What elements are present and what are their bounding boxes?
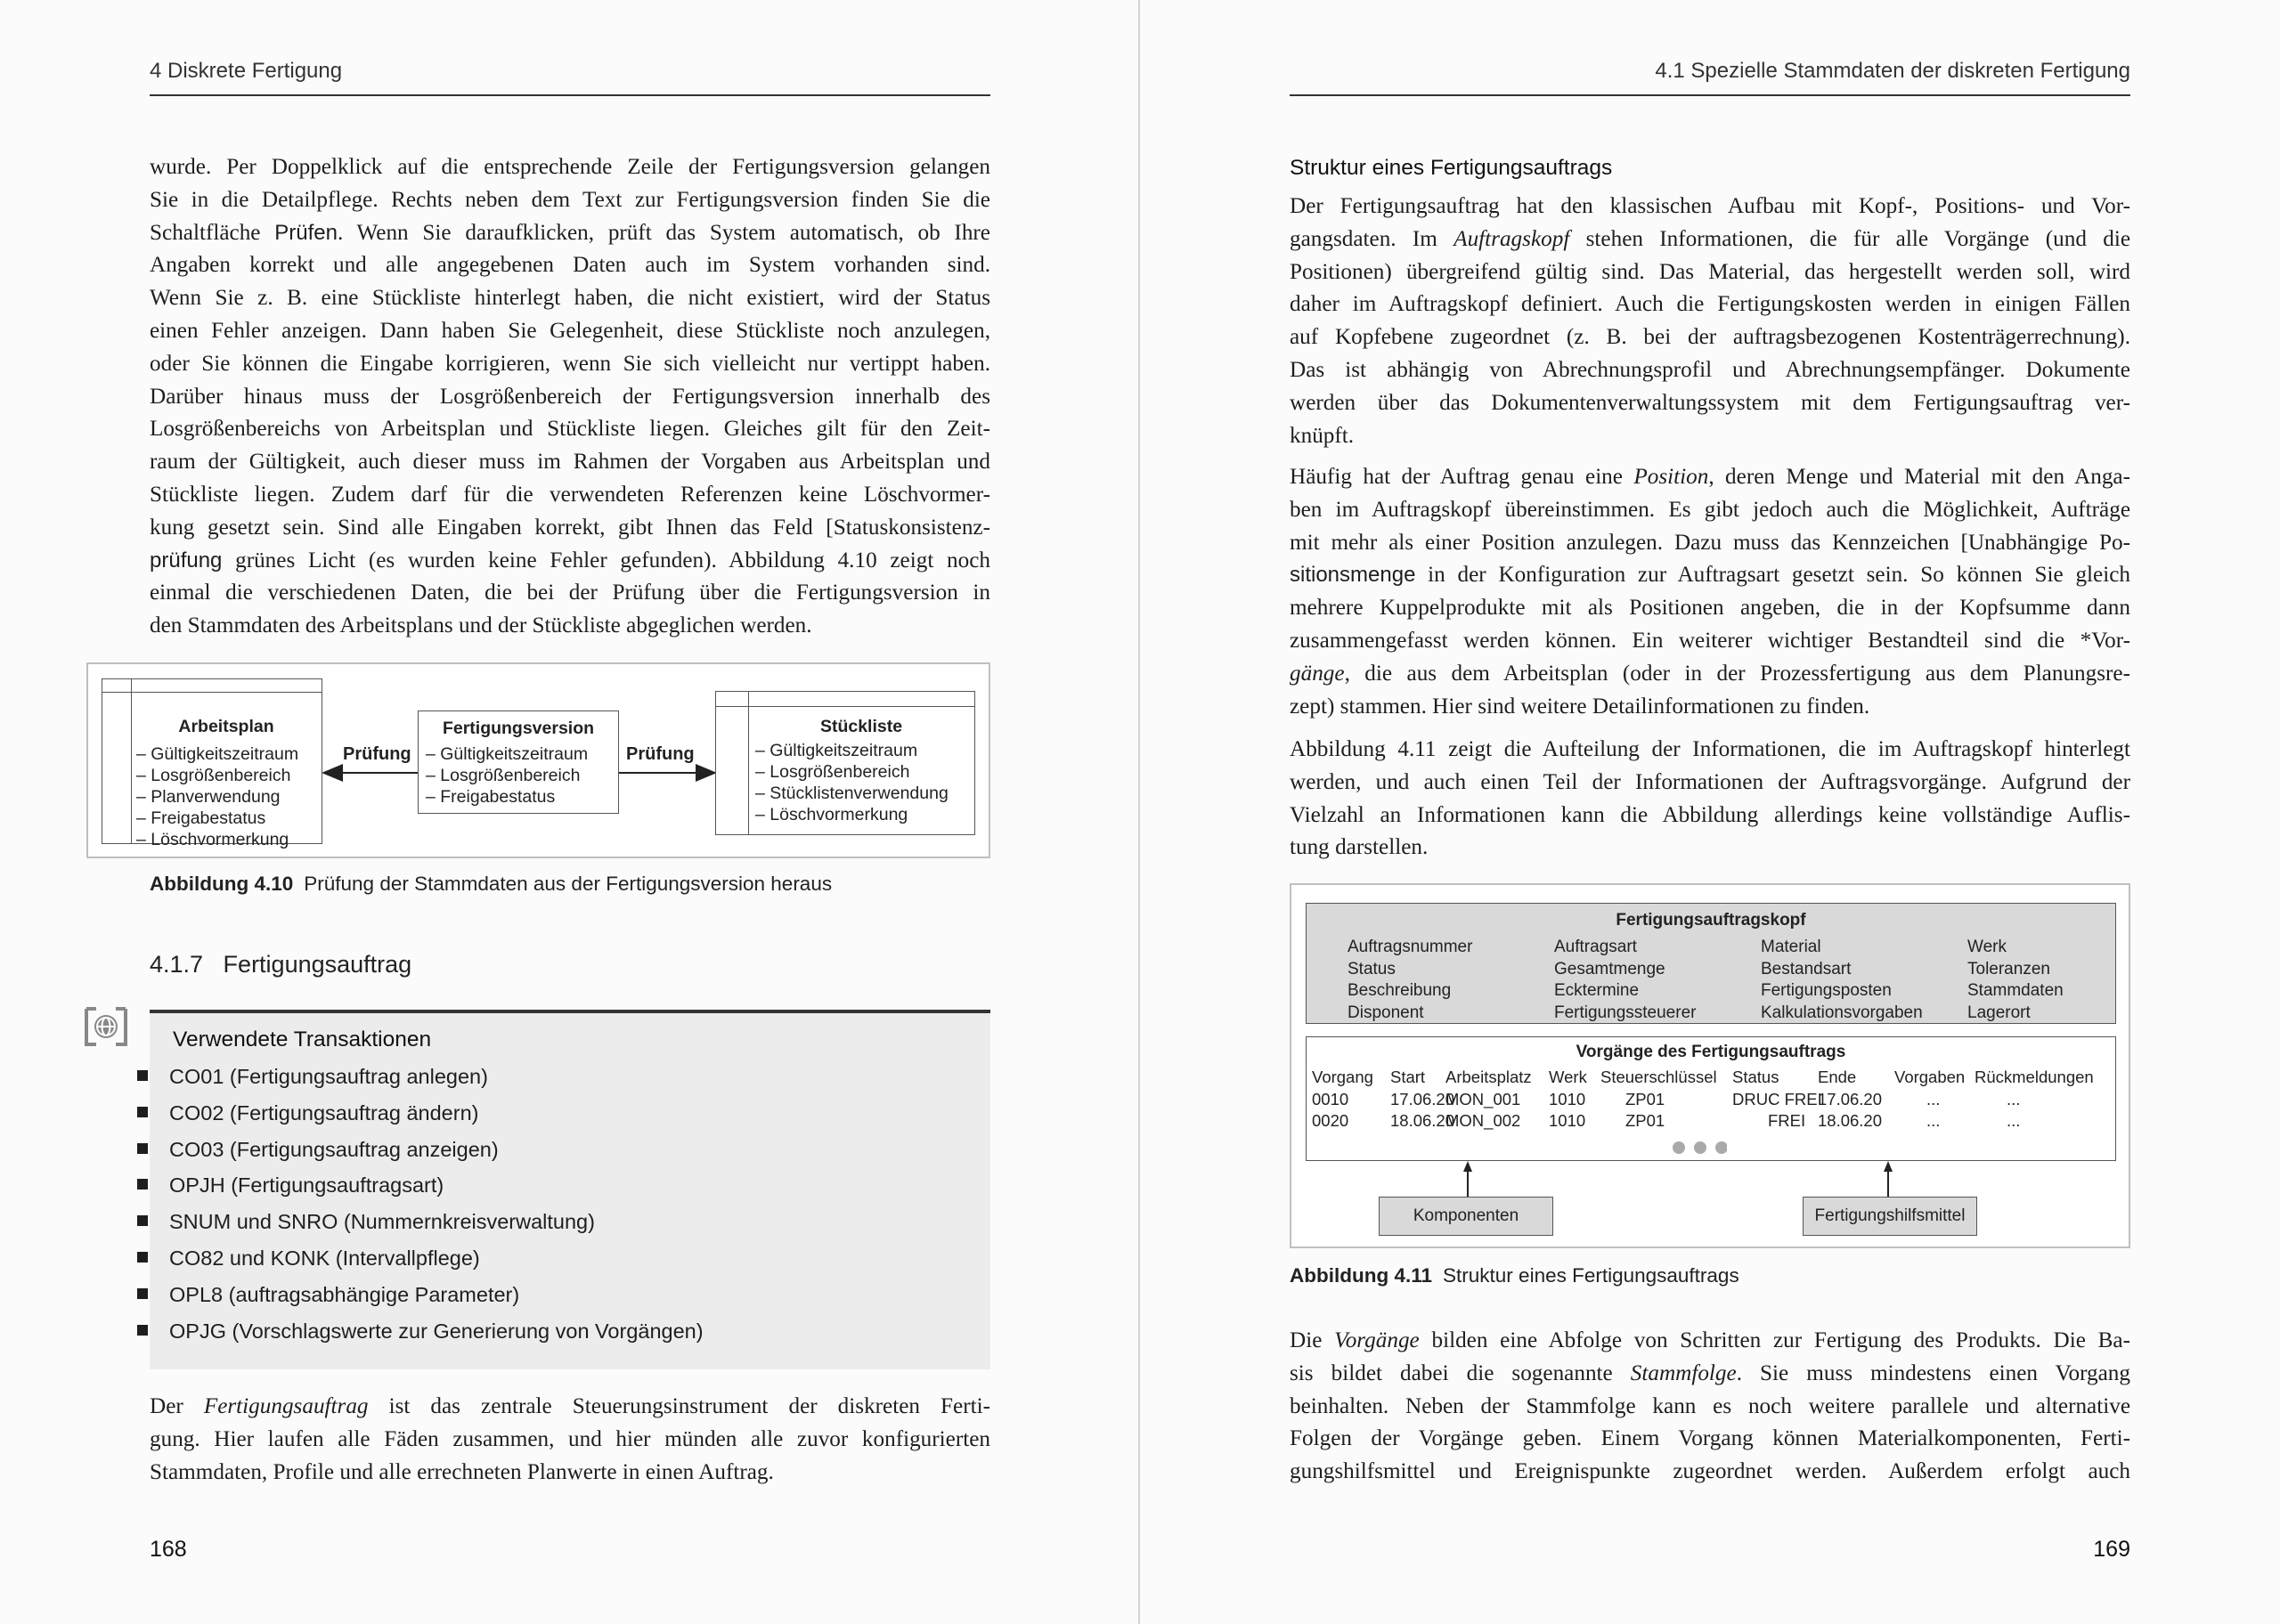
text-line: Angaben korrekt und alle angegebenen Daten auch im System vorhanden sind. (150, 253, 990, 278)
arbeitsplan-box (102, 678, 322, 849)
table-cell: MON_002 (1445, 1111, 1521, 1130)
header-field: Disponent (1348, 1003, 1424, 1022)
text-line: Losgrößenbereichs von Arbeitsplan und Stückliste liegen. Gleiches gilt für den Zeit- (150, 417, 990, 442)
operations-box (1306, 1036, 2116, 1161)
stueckliste-items (755, 740, 949, 825)
text-line: werden über das Dokumentenverwaltungssystem mit dem Fertigungsauftrag ver- (1290, 390, 2130, 415)
text-line: gungshilfsmittel und Ereignispunkte zugeordnet werden. Außerdem erfolgt auch (1290, 1459, 2130, 1484)
table-cell: ... (1926, 1111, 1941, 1130)
header-field: Kalkulationsvorgaben (1761, 1003, 1923, 1022)
table-cell: 1010 (1549, 1089, 1586, 1108)
header-field: Werk (1967, 938, 2007, 956)
text-line: beinhalten. Neben der Stammfolge kann es noch weitere parallele und alternative (1290, 1393, 2130, 1418)
table-cell: 0010 (1312, 1089, 1349, 1108)
header-field: Auftragsart (1554, 938, 1637, 956)
header-field: Bestandsart (1761, 959, 1852, 978)
list-item: – Gültigkeitszeitraum (755, 741, 918, 760)
pruefung-label-right: Prüfung (626, 744, 695, 764)
header-field: Gesamtmenge (1554, 959, 1665, 978)
transaction-label: OPJG (Vorschlagswerte zur Generierung von Vorgängen) (169, 1319, 704, 1343)
right-page-number: 169 (2093, 1537, 2130, 1562)
table-header-cell: Vorgaben (1894, 1068, 1966, 1086)
text-line: Wenn Sie z. B. eine Stückliste hinterlegt haben, die nicht existiert, wird der Status (150, 286, 990, 311)
text-line: gangsdaten. Im Auftragskopf stehen Informationen, die für alle Vorgänge (und die (1290, 226, 2130, 251)
pruefung-label-left: Prüfung (343, 744, 411, 764)
text-line: den Stammdaten des Arbeitsplans und der Stückliste abgeglichen werden. (150, 613, 812, 638)
table-header-cell: Arbeitsplatz (1445, 1068, 1532, 1086)
book-gutter (1138, 0, 1140, 1624)
table-cell: 18.06.20 (1818, 1111, 1883, 1130)
text-line: sis bildet dabei die sogenannte Stammfolge. Sie muss mindestens einen Vorgang (1290, 1360, 2130, 1385)
text-line: Das ist abhängig von Abrechnungsprofil und Abrechnungsempfänger. Dokumente (1290, 357, 2130, 382)
fertigungshilfsmittel-box (1803, 1197, 1977, 1236)
caption-number: Abbildung 4.10 (150, 873, 294, 895)
text-line: Die Vorgänge bilden eine Abfolge von Schritten zur Fertigung des Produkts. Die Ba- (1290, 1328, 2130, 1352)
text-line: knüpft. (1290, 423, 1355, 448)
text-line: Schaltfläche Prüfen. Wenn Sie daraufklicken, prüft das System automatisch, ob Ihre (150, 220, 990, 245)
header-field: Stammdaten (1967, 981, 2064, 1000)
square-bullet-icon (137, 1288, 148, 1299)
header-field: Toleranzen (1967, 959, 2050, 978)
table-cell: DRUC FREI (1732, 1089, 1822, 1108)
left-paragraph-1 (150, 151, 990, 643)
text-line: gung. Hier laufen alle Fäden zusammen, und hier münden alle zuvor konfigurierten (150, 1426, 990, 1451)
table-header-cell: Werk (1549, 1068, 1587, 1086)
fertigungsversion-title: Fertigungsversion (442, 719, 595, 738)
header-field: Fertigungsposten (1761, 981, 1892, 1000)
transaction-item (169, 1138, 499, 1162)
more-dots-icon (1670, 1139, 1727, 1161)
table-cell: FREI (1768, 1111, 1806, 1130)
table-header-cell: Steuerschlüssel (1600, 1068, 1717, 1086)
list-item: – Gültigkeitszeitraum (426, 744, 589, 764)
caption-text: Struktur eines Fertigungsauftrags (1443, 1264, 1739, 1287)
square-bullet-icon (137, 1179, 148, 1190)
transaction-item (169, 1320, 704, 1344)
text-line: Folgen der Vorgänge geben. Einem Vorgang können Materialkomponenten, Ferti- (1290, 1426, 2130, 1451)
section-heading: 4.1.7 Fertigungsauftrag (150, 951, 412, 978)
header-field: Material (1761, 938, 1821, 956)
list-item: – Freigabestatus (136, 808, 266, 828)
transaction-label: OPL8 (auftragsabhängige Parameter) (169, 1282, 520, 1306)
arbeitsplan-items (136, 743, 298, 850)
table-cell: MON_001 (1445, 1089, 1521, 1108)
transaction-label: CO03 (Fertigungsauftrag anzeigen) (169, 1137, 499, 1161)
square-bullet-icon (137, 1252, 148, 1263)
right-header-rule (1290, 94, 2130, 96)
globe-in-frame-icon (84, 1006, 128, 1047)
figure-4-10 (86, 662, 990, 858)
caption-number: Abbildung 4.11 (1290, 1264, 1433, 1287)
table-cell: ... (2007, 1111, 2021, 1130)
komponenten-box (1379, 1197, 1553, 1236)
transaction-label: OPJH (Fertigungsauftragsart) (169, 1173, 444, 1198)
text-line: Stückliste liegen. Zudem darf für die verwendeten Referenzen keine Löschvormer- (150, 482, 990, 507)
text-line: einmal die verschiedenen Daten, die bei der Prüfung über die Fertigungsversion in (150, 581, 990, 605)
transaction-item (169, 1101, 478, 1125)
table-cell: ... (1926, 1089, 1941, 1108)
order-header-title: Fertigungsauftragskopf (1616, 911, 1806, 930)
header-field: Fertigungssteuerer (1554, 1003, 1697, 1022)
right-running-head: 4.1 Spezielle Stammdaten der diskreten Fertigung (1655, 59, 2130, 83)
table-cell: 1010 (1549, 1111, 1586, 1130)
transaction-item (169, 1173, 444, 1198)
text-line: werden, und auch einen Teil der Informationen der Auftragsvorgänge. Aufgrund der (1290, 769, 2130, 794)
text-line: Stammdaten, Profile und alle errechneten Planwerte in einen Auftrag. (150, 1459, 774, 1484)
text-line: raum der Gültigkeit, auch dieser muss im Rahmen der Vorgaben aus Arbeitsplan und (150, 450, 990, 475)
square-bullet-icon (137, 1107, 148, 1117)
table-header-cell: Start (1390, 1068, 1426, 1086)
table-cell: ZP01 (1625, 1111, 1665, 1130)
stueckliste-title: Stückliste (819, 717, 903, 736)
transaction-item (169, 1065, 488, 1089)
right-paragraph-1 (1290, 191, 2130, 452)
header-field: Lagerort (1967, 1003, 2031, 1022)
order-header-box (1306, 903, 2116, 1024)
table-header-cell: Status (1732, 1068, 1779, 1086)
text-line: oder Sie können die Eingabe korrigieren, wenn Sie sich vielleicht nur vertippt haben. (150, 351, 990, 376)
text-line: zusammengefasst werden können. Ein weiterer wichtiger Bestandteil sind die *Vor- (1290, 628, 2130, 653)
right-paragraph-4 (1290, 1325, 2130, 1489)
fertigungsversion-items (426, 743, 588, 808)
transaction-item (169, 1210, 595, 1234)
fertigungshilfsmittel-label: Fertigungshilfsmittel (1814, 1206, 1966, 1225)
transaction-label: SNUM und SNRO (Nummernkreisverwaltung) (169, 1210, 595, 1234)
square-bullet-icon (137, 1325, 148, 1336)
table-header-cell: Vorgang (1312, 1068, 1373, 1086)
table-cell: ZP01 (1625, 1089, 1665, 1108)
table-cell: 17.06.20 (1818, 1089, 1883, 1108)
stueckliste-box (715, 691, 975, 835)
transaction-label: CO01 (Fertigungsauftrag anlegen) (169, 1065, 488, 1088)
text-line: Sie in die Detailpflege. Rechts neben dem Text zur Fertigungsversion finden Sie die (150, 187, 990, 212)
text-line: auf Kopfebene zugeordnet (z. B. bei der auftragsbezogenen Kostenträgerrechnung). (1290, 325, 2130, 350)
list-item: – Stücklistenverwendung (755, 784, 949, 803)
left-running-head: 4 Diskrete Fertigung (150, 59, 343, 83)
square-bullet-icon (137, 1143, 148, 1154)
transactions-title: Verwendete Transaktionen (173, 1027, 432, 1052)
list-item: – Löschvormerkung (755, 805, 908, 824)
header-field: Beschreibung (1348, 981, 1452, 1000)
list-item: – Gültigkeitszeitraum (136, 744, 299, 764)
text-line: Darüber hinaus muss der Losgrößenbereich der Fertigungsversion innerhalb des (150, 384, 990, 409)
text-line: zept) stammen. Hier sind weitere Detailinformationen zu finden. (1290, 694, 1870, 719)
fertigungsversion-box (418, 710, 619, 814)
list-item: – Freigabestatus (426, 787, 556, 807)
text-line: mehrere Kuppelprodukte mit als Positionen angeben, die in der Kopfsumme dann (1290, 596, 2130, 621)
text-line: ben im Auftragskopf übereinstimmen. Es gibt jedoch auch die Möglichkeit, Aufträge (1290, 497, 2130, 522)
left-page-number: 168 (150, 1537, 187, 1562)
right-paragraph-2 (1290, 461, 2130, 723)
transaction-label: CO02 (Fertigungsauftrag ändern) (169, 1100, 479, 1125)
operations-title: Vorgänge des Fertigungsauftrags (1576, 1043, 1846, 1061)
figure-4-10-caption (150, 873, 832, 896)
list-item: – Planverwendung (136, 787, 281, 807)
list-item: – Löschvormerkung (136, 830, 289, 849)
table-cell: ... (2007, 1089, 2021, 1108)
text-line: Der Fertigungsauftrag ist das zentrale Steuerungsinstrument der diskreten Ferti- (150, 1394, 990, 1418)
square-bullet-icon (137, 1070, 148, 1081)
text-line: prüfung grünes Licht (es wurden keine Fehler gefunden). Abbildung 4.10 zeigt noch (150, 548, 990, 572)
figure-4-11-caption (1290, 1264, 1739, 1287)
left-paragraph-2 (150, 1391, 990, 1489)
arbeitsplan-title: Arbeitsplan (178, 717, 274, 736)
right-paragraph-3 (1290, 734, 2130, 865)
transaction-item (169, 1246, 480, 1271)
header-field: Auftragsnummer (1348, 938, 1473, 956)
transaction-item (169, 1283, 519, 1307)
table-header-cell: Ende (1818, 1068, 1857, 1086)
text-line: mit mehr als einer Position anzulegen. Dazu muss das Kennzeichen [Unabhängige Po- (1290, 530, 2130, 555)
right-subheading: Struktur eines Fertigungsauftrags (1290, 156, 1613, 180)
text-line: sitionsmenge in der Konfiguration zur Auftragsart gesetzt sein. So können Sie gleich (1290, 563, 2130, 588)
figure-4-11 (1290, 883, 2130, 1248)
text-line: Abbildung 4.11 zeigt die Aufteilung der Informationen, die im Auftragskopf hinterlegt (1290, 737, 2130, 761)
text-line: kung gesetzt sein. Sind alle Eingaben korrekt, gibt Ihnen das Feld [Statuskonsistenz- (150, 515, 990, 540)
text-line: Häufig hat der Auftrag genau eine Position, deren Menge und Material mit den Anga- (1290, 465, 2130, 489)
text-line: tung darstellen. (1290, 835, 1429, 860)
text-line: einen Fehler anzeigen. Dann haben Sie Gelegenheit, diese Stückliste noch anzulegen, (150, 318, 990, 343)
table-cell: 18.06.20 (1390, 1111, 1455, 1130)
text-line: Der Fertigungsauftrag hat den klassischen Aufbau mit Kopf-, Positions- und Vor- (1290, 194, 2130, 218)
table-cell: 17.06.20 (1390, 1089, 1455, 1108)
text-line: gänge, die aus dem Arbeitsplan (oder in der Prozessfertigung aus dem Planungsre- (1290, 661, 2130, 686)
text-line: Vielzahl an Informationen kann die Abbildung allerdings keine vollständige Auflis- (1290, 802, 2130, 827)
list-item: – Losgrößenbereich (755, 762, 910, 782)
table-cell: 0020 (1312, 1111, 1349, 1130)
header-field: Status (1348, 959, 1396, 978)
text-line: daher im Auftragskopf definiert. Auch die Fertigungskosten werden in einigen Fällen (1290, 292, 2130, 317)
list-item: – Losgrößenbereich (136, 766, 291, 785)
komponenten-label: Komponenten (1413, 1206, 1519, 1225)
square-bullet-icon (137, 1215, 148, 1226)
header-field: Ecktermine (1554, 981, 1640, 1000)
text-line: Positionen) übergreifend gültig sind. Das Material, das hergestellt werden soll, wird (1290, 259, 2130, 284)
list-item: – Losgrößenbereich (426, 766, 581, 785)
left-header-rule (150, 94, 990, 96)
text-line: wurde. Per Doppelklick auf die entsprechende Zeile der Fertigungsversion gelangen (150, 155, 990, 179)
table-header-cell: Rückmeldungen (1975, 1068, 2094, 1086)
transaction-label: CO82 und KONK (Intervallpflege) (169, 1246, 480, 1270)
caption-text: Prüfung der Stammdaten aus der Fertigungsversion heraus (304, 873, 833, 895)
